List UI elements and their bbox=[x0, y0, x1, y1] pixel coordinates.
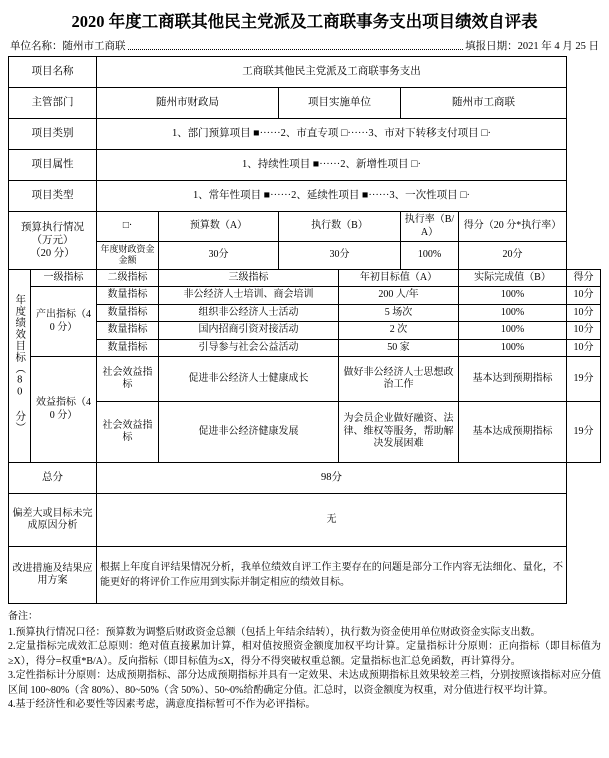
perf-head-target: 年初目标值（A） bbox=[339, 269, 459, 287]
perf-l2: 数量指标 bbox=[97, 287, 159, 305]
report-date-value: 2021 年 4 月 25 日 bbox=[517, 41, 599, 52]
table-row bbox=[9, 287, 601, 305]
perf-l3: 非公经济人士培训、商会培训 bbox=[159, 287, 339, 305]
table-row bbox=[9, 88, 601, 119]
table-row bbox=[9, 181, 601, 212]
report-date-label: 填报日期： bbox=[465, 41, 518, 52]
perf-score: 10分 bbox=[567, 322, 601, 340]
perf-actual: 基本达成预期指标 bbox=[459, 402, 567, 463]
unit-name-field bbox=[10, 38, 465, 53]
deviation-label: 偏差大或目标未完成原因分析 bbox=[9, 494, 97, 547]
budget-head-exec: 执行数（B） bbox=[279, 212, 401, 242]
evaluation-table bbox=[8, 56, 601, 604]
perf-l3: 引导参与社会公益活动 bbox=[159, 339, 339, 357]
total-score-value: 98分 bbox=[97, 463, 567, 494]
table-row bbox=[9, 269, 601, 287]
meta-row bbox=[10, 38, 599, 53]
annual-perf-label bbox=[9, 269, 31, 463]
note-item: 3.定性指标计分原则：达成预期指标、部分达成预期指标并具有一定效果、未达成预期指标且效果较差三档，分别按照该指标对应分值区间 100~80%（含 80%）、80~50%（含 50%）、50~0%给酌确定分值。汇总时，以资金额度为权重，对分值进行权平均计算。 bbox=[8, 670, 601, 696]
perf-score: 19分 bbox=[567, 402, 601, 463]
perf-l2: 数量指标 bbox=[97, 339, 159, 357]
perf-group-output-label: 产出指标（40 分） bbox=[31, 287, 97, 357]
deviation-value: 无 bbox=[97, 494, 567, 547]
project-name-label: 项目名称 bbox=[9, 57, 97, 88]
perf-target: 为会员企业做好融资、法律、维权等服务，帮助解决发展困难 bbox=[339, 402, 459, 463]
impl-unit-label: 项目实施单位 bbox=[279, 88, 401, 119]
table-row bbox=[9, 494, 601, 547]
attribute-label: 项目属性 bbox=[9, 150, 97, 181]
improve-value: 根据上年度自评结果情况分析，我单位绩效自评工作主要存在的问题是部分工作内容无法细化、量化，不能更好的将评价工作应用到实际并制定相应的绩效目标。 bbox=[97, 547, 567, 604]
table-row bbox=[9, 304, 601, 322]
table-row bbox=[9, 339, 601, 357]
table-row bbox=[9, 150, 601, 181]
perf-l3: 促进非公经济健康发展 bbox=[159, 402, 339, 463]
exec-rate: 100% bbox=[401, 242, 459, 270]
perf-l3: 国内招商引资对接活动 bbox=[159, 322, 339, 340]
notes-title: 备注： bbox=[8, 611, 38, 622]
project-name-value: 工商联其他民主党派及工商联事务支出 bbox=[97, 57, 567, 88]
budget-label-line3: （20 分） bbox=[30, 247, 75, 259]
budget-label-line2: （万元） bbox=[31, 234, 74, 246]
perf-l3: 组织非公经济人士活动 bbox=[159, 304, 339, 322]
perf-target: 5 场次 bbox=[339, 304, 459, 322]
page-title: 2020 年度工商联其他民主党派及工商联事务支出项目绩效自评表 bbox=[71, 12, 538, 31]
attribute-value: 1、持续性项目 ■······2、新增性项目 □· bbox=[97, 150, 567, 181]
perf-target: 2 次 bbox=[339, 322, 459, 340]
table-row bbox=[9, 57, 601, 88]
budget-empty-head: □· bbox=[97, 212, 159, 242]
perf-score: 10分 bbox=[567, 339, 601, 357]
perf-l2: 社会效益指标 bbox=[97, 402, 159, 463]
perf-l2: 社会效益指标 bbox=[97, 357, 159, 402]
perf-actual: 100% bbox=[459, 339, 567, 357]
budget-sub-label: 年度财政资金金额 bbox=[97, 242, 159, 270]
dotted-leader bbox=[128, 48, 464, 50]
table-row bbox=[9, 547, 601, 604]
unit-name-value: 随州市工商联 bbox=[62, 41, 126, 52]
perf-actual: 100% bbox=[459, 287, 567, 305]
perf-head-score: 得分 bbox=[567, 269, 601, 287]
perf-actual: 基本达到预期指标 bbox=[459, 357, 567, 402]
table-row bbox=[9, 242, 601, 270]
perf-target: 做好非公经济人士思想政治工作 bbox=[339, 357, 459, 402]
perf-actual: 100% bbox=[459, 322, 567, 340]
report-date-field bbox=[465, 38, 599, 53]
perf-head-actual: 实际完成值（B） bbox=[459, 269, 567, 287]
perf-score: 10分 bbox=[567, 304, 601, 322]
type-label: 项目类型 bbox=[9, 181, 97, 212]
annual-perf-label-text: 年度绩效目标（80 分） bbox=[14, 293, 26, 434]
notes-section bbox=[8, 610, 601, 713]
perf-l2: 数量指标 bbox=[97, 322, 159, 340]
dept-value: 随州市财政局 bbox=[97, 88, 279, 119]
exec-number: 30分 bbox=[279, 242, 401, 270]
perf-head-l2: 二级指标 bbox=[97, 269, 159, 287]
budget-number: 30分 bbox=[159, 242, 279, 270]
note-item: 1.预算执行情况口径：预算数为调整后财政资金总额（包括上年结余结转），执行数为资金使用单位财政资金实际支出数。 bbox=[8, 626, 541, 638]
table-row bbox=[9, 463, 601, 494]
impl-unit-value: 随州市工商联 bbox=[401, 88, 567, 119]
perf-score: 10分 bbox=[567, 287, 601, 305]
perf-head-l3: 三级指标 bbox=[159, 269, 339, 287]
type-value: 1、常年性项目 ■······2、延续性项目 ■······3、一次性项目 □· bbox=[97, 181, 567, 212]
note-item: 2.定量指标完成效汇总原则：绝对值直接累加计算，相对值按照资金额度加权平均计算。定量指标计分原则：正向指标（即目标值为≥X），得分=权重*B/A）。反向指标（即目标值为≤X，得分不得突破权重总额。定量指标也汇总免函数，再计算得分。 bbox=[8, 641, 601, 667]
total-score-label: 总分 bbox=[9, 463, 97, 494]
perf-l3: 促进非公经济人士健康成长 bbox=[159, 357, 339, 402]
budget-score: 20分 bbox=[459, 242, 567, 270]
budget-head-budget: 预算数（A） bbox=[159, 212, 279, 242]
perf-target: 200 人/年 bbox=[339, 287, 459, 305]
perf-l2: 数量指标 bbox=[97, 304, 159, 322]
perf-group-benefit-label: 效益指标（40 分） bbox=[31, 357, 97, 463]
budget-head-score: 得分（20 分*执行率） bbox=[459, 212, 567, 242]
table-row bbox=[9, 402, 601, 463]
perf-score: 19分 bbox=[567, 357, 601, 402]
table-row bbox=[9, 119, 601, 150]
perf-actual: 100% bbox=[459, 304, 567, 322]
perf-target: 50 家 bbox=[339, 339, 459, 357]
table-row bbox=[9, 357, 601, 402]
budget-head-rate: 执行率（B/A） bbox=[401, 212, 459, 242]
note-item: 4.基于经济性和必要性等因素考虑，满意度指标暂可不作为必评指标。 bbox=[8, 699, 316, 710]
unit-name-label: 单位名称： bbox=[10, 41, 63, 52]
budget-exec-label bbox=[9, 212, 97, 270]
category-label: 项目类别 bbox=[9, 119, 97, 150]
improve-label: 改进措施及结果应用方案 bbox=[9, 547, 97, 604]
category-value: 1、部门预算项目 ■······2、市直专项 □······3、市对下转移支付项目 □· bbox=[97, 119, 567, 150]
table-row bbox=[9, 322, 601, 340]
budget-label-line1: 预算执行情况 bbox=[21, 221, 84, 233]
perf-head-l1: 一级指标 bbox=[31, 269, 97, 287]
table-row bbox=[9, 212, 601, 242]
dept-label: 主管部门 bbox=[9, 88, 97, 119]
